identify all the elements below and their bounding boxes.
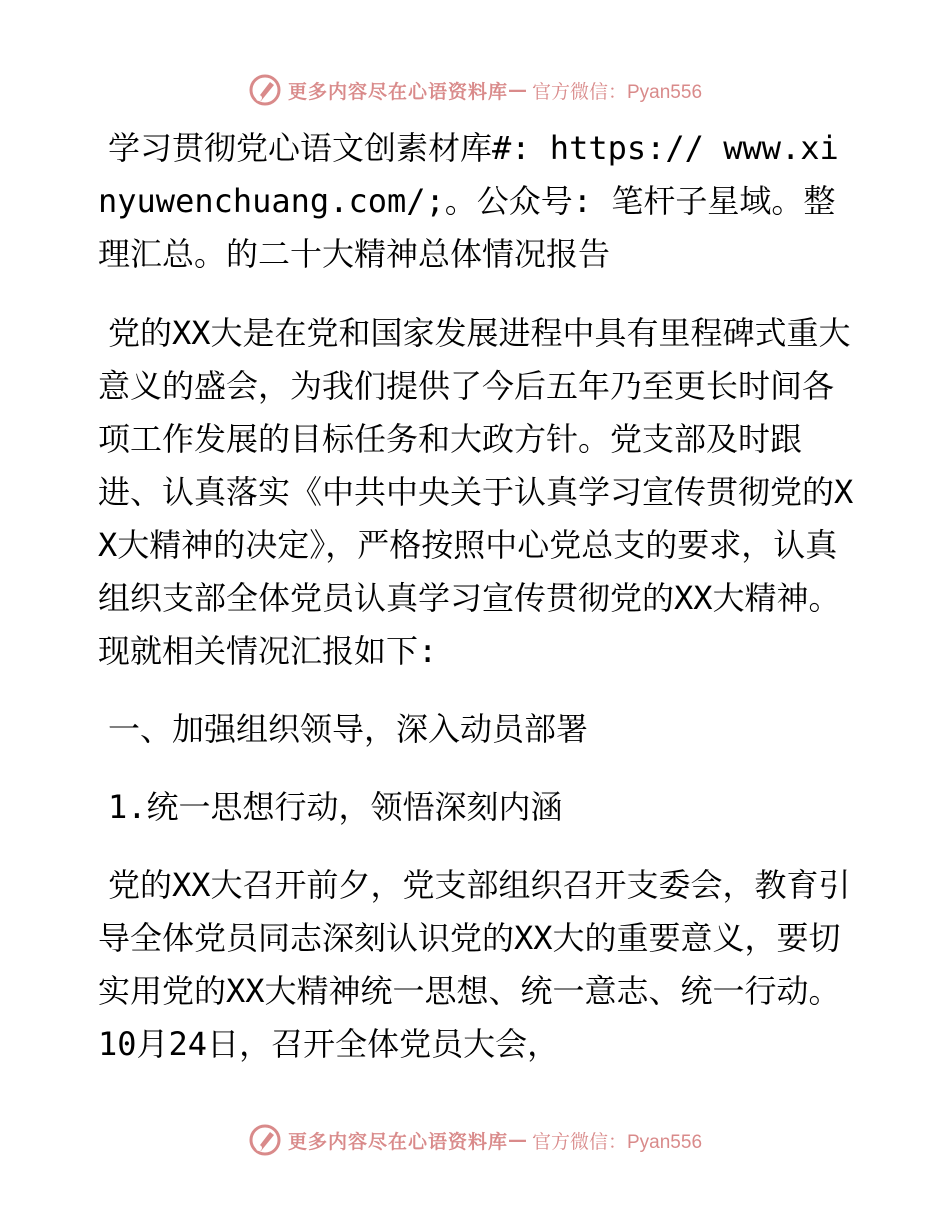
document-heading: 学习贯彻党心语文创素材库#: https:// www.xinyuwenchuang.com/;。公众号: 笔杆子星域。整理汇总。的二十大精神总体情况报告 bbox=[98, 129, 839, 273]
subsection-heading-1: 1.统一思想行动，领悟深刻内涵 bbox=[108, 788, 563, 826]
section-heading-1: 一、加强组织领导，深入动员部署 bbox=[108, 710, 589, 748]
document-body bbox=[98, 122, 858, 1096]
paragraph-intro: 党的XX大是在党和国家发展进程中具有里程碑式重大意义的盛会，为我们提供了今后五年乃至更长时间各项工作发展的目标任务和大政方针。党支部及时跟进、认真落实《中共中央关于认真学习宣传贯彻党的XX大精神的决定》，严格按照中心党总支的要求，认真组织支部全体党员认真学习宣传贯彻党的XX大精神。现就相关情况汇报如下: bbox=[98, 314, 854, 670]
watermark-text: 更多内容尽在心语资料库 bbox=[287, 80, 508, 103]
watermark-wechat: 官方微信：Pyan556 bbox=[532, 81, 703, 103]
watermark-separator: — bbox=[508, 1129, 528, 1151]
paragraph-body: 党的XX大召开前夕，党支部组织召开支委会，教育引导全体党员同志深刻认识党的XX大的重要意义，要切实用党的XX大精神统一思想、统一意志、统一行动。10月24日，召开全体党员大会， bbox=[98, 866, 851, 1063]
pen-logo-icon bbox=[248, 1123, 282, 1157]
watermark-banner-bottom bbox=[0, 1120, 950, 1160]
pen-logo-icon bbox=[248, 73, 282, 107]
watermark-text: 更多内容尽在心语资料库 bbox=[287, 1130, 508, 1153]
watermark-separator: — bbox=[508, 79, 528, 101]
watermark-banner-top bbox=[0, 70, 950, 110]
watermark-wechat: 官方微信：Pyan556 bbox=[532, 1131, 703, 1153]
